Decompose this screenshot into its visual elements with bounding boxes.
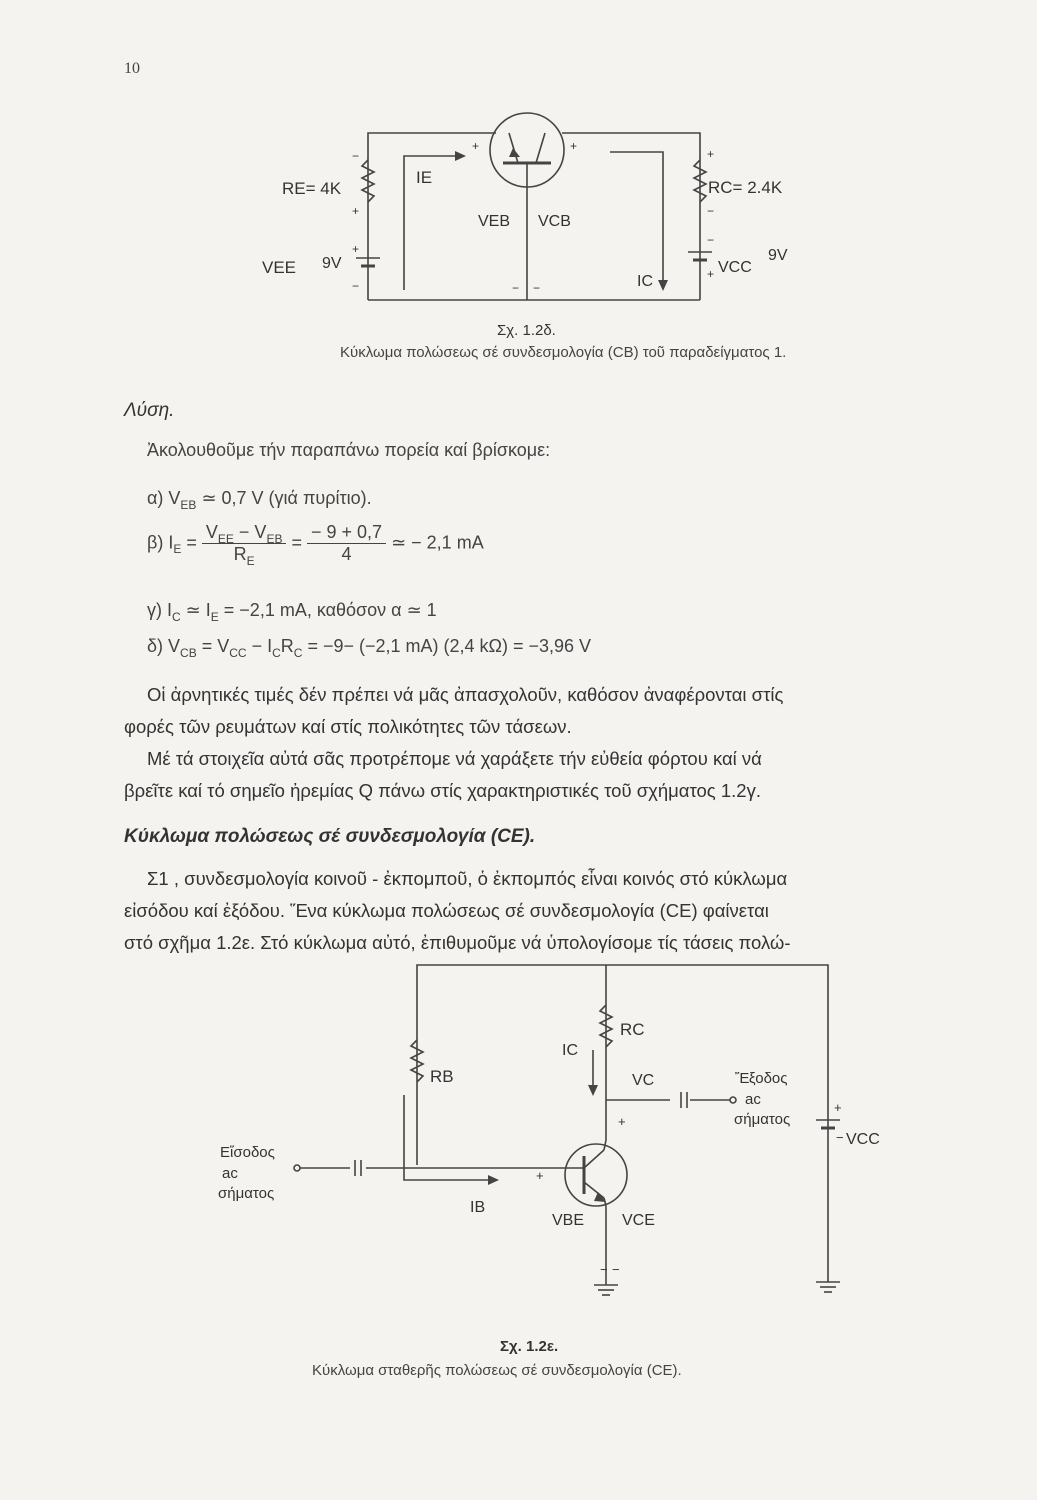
svg-text:−: − — [612, 1262, 620, 1277]
label-vee: VEE — [262, 258, 297, 277]
svg-text:+: + — [536, 1168, 544, 1183]
paragraph1-line2: φορές τῶν ρευμάτων καί στίς πολικότητες τῶν τάσεων. — [124, 716, 572, 737]
figure1-caption-text: Κύκλωμα πολώσεως σέ συνδεσμολογία (CB) τοῦ παραδείγματος 1. — [340, 344, 787, 361]
label-ic2: IC — [562, 1042, 578, 1059]
page-number: 10 — [124, 60, 140, 77]
svg-text:−: − — [533, 281, 541, 295]
svg-text:+: + — [707, 147, 715, 161]
label-rc2: RC — [620, 1020, 645, 1039]
paragraph1-line4: βρεῖτε καί τό σημεῖο ἠρεμίας Q πάνω στίς χαρακτηριστικές τοῦ σχήματος 1.2γ. — [124, 780, 761, 801]
label-input-3: σήματος — [218, 1185, 275, 1202]
svg-text:−: − — [707, 233, 715, 247]
label-vcc2: VCC — [846, 1131, 880, 1148]
step-c: γ) $I_C$ ≃ $I_E = -2,1$ mA, καθόσον α ≃ 1 — [147, 600, 437, 624]
figure-cb-circuit — [0, 0, 1037, 320]
svg-text:+: + — [472, 139, 480, 153]
section-line2: εἰσόδου καί ἐξόδου. Ἕνα κύκλωμα πολώσεως σέ συνδεσμολογία (CE) φαίνεται — [124, 900, 769, 921]
label-input-2: ac — [222, 1165, 238, 1182]
label-vce: VCE — [622, 1212, 655, 1229]
svg-text:+: + — [352, 204, 360, 218]
label-vc: VC — [632, 1072, 655, 1089]
label-output-1: Ἔξοδος — [735, 1070, 788, 1087]
svg-text:+: + — [570, 139, 578, 153]
svg-text:+: + — [352, 242, 360, 256]
label-re: RE= 4K — [282, 179, 342, 198]
svg-text:+: + — [834, 1100, 842, 1115]
figure2-caption-label: Σχ. 1.2ε. — [500, 1338, 559, 1355]
fraction-ve-over-re: $\frac{V_{EE} - V_{EB}}{R_E}$ — [202, 522, 287, 565]
paragraph1-line1: Οἱ ἀρνητικές τιμές δέν πρέπει νά μᾶς ἀπασχολοῦν, καθόσον ἀναφέρονται στίς — [147, 684, 784, 705]
label-ic: IC — [637, 273, 653, 290]
solution-heading: Λύση. — [124, 400, 175, 421]
figure1-caption-label: Σχ. 1.2δ. — [497, 322, 556, 339]
step-b: β) $I_E$ = $\frac{V_{EE} - V_{EB}}{R_E}$ = $\frac{- 9 + 0,7}{4}$ ≃ − 2,1 mA — [147, 522, 484, 568]
label-vee-value: 9V — [322, 255, 342, 272]
step-a: α) $V_{EB}$ ≃ 0,7 V (γιά πυρίτιο). — [147, 488, 372, 512]
svg-text:−: − — [836, 1130, 844, 1145]
label-vbe: VBE — [552, 1212, 585, 1229]
label-vcc: VCC — [718, 259, 752, 276]
solution-intro: Ἀκολουθοῦμε τήν παραπάνω πορεία καί βρίσκομε: — [147, 440, 551, 460]
svg-text:−: − — [352, 279, 360, 293]
figure-ce-circuit — [0, 960, 1037, 1300]
svg-text:−: − — [600, 1262, 608, 1277]
label-vcc-value: 9V — [768, 247, 788, 264]
label-vcb: VCB — [538, 213, 571, 230]
label-rc: RC= 2.4K — [708, 178, 783, 197]
svg-text:+: + — [618, 1114, 626, 1129]
section-heading: Κύκλωμα πολώσεως σέ συνδεσμολογία (CE). — [124, 826, 536, 847]
svg-text:+: + — [707, 267, 715, 281]
step-d: δ) $V_{CB} = V_{CC} - I_CR_C = -9- (-2,1$ mA) (2,4 kΩ) = −3,96 V — [147, 636, 592, 660]
label-veb: VEB — [478, 213, 511, 230]
fraction-numeric: $\frac{- 9 + 0,7}{4}$ — [307, 522, 386, 565]
svg-text:−: − — [352, 149, 360, 163]
label-output-2: ac — [745, 1091, 761, 1108]
label-rb: RB — [430, 1067, 454, 1086]
figure2-caption-text: Κύκλωμα σταθερῆς πολώσεως σέ συνδεσμολογία (CE). — [312, 1362, 682, 1379]
label-ib: IB — [470, 1199, 486, 1216]
section-line1: Σ1 , συνδεσμολογία κοινοῦ - ἐκπομποῦ, ὁ ἐκπομπός εἶναι κοινός στό κύκλωμα — [147, 868, 788, 889]
label-output-3: σήματος — [734, 1111, 791, 1128]
label-input-1: Εἴσοδος — [220, 1144, 275, 1161]
section-line3: στό σχῆμα 1.2ε. Στό κύκλωμα αὐτό, ἐπιθυμοῦμε νά ὑπολογίσομε τίς τάσεις πολώ- — [124, 932, 791, 953]
svg-text:−: − — [707, 204, 715, 218]
paragraph1-line3: Μέ τά στοιχεῖα αὐτά σᾶς προτρέπομε νά χαράξετε τήν εὐθεία φόρτου καί νά — [147, 748, 762, 769]
label-ie: IE — [416, 168, 433, 187]
svg-text:−: − — [512, 281, 520, 295]
